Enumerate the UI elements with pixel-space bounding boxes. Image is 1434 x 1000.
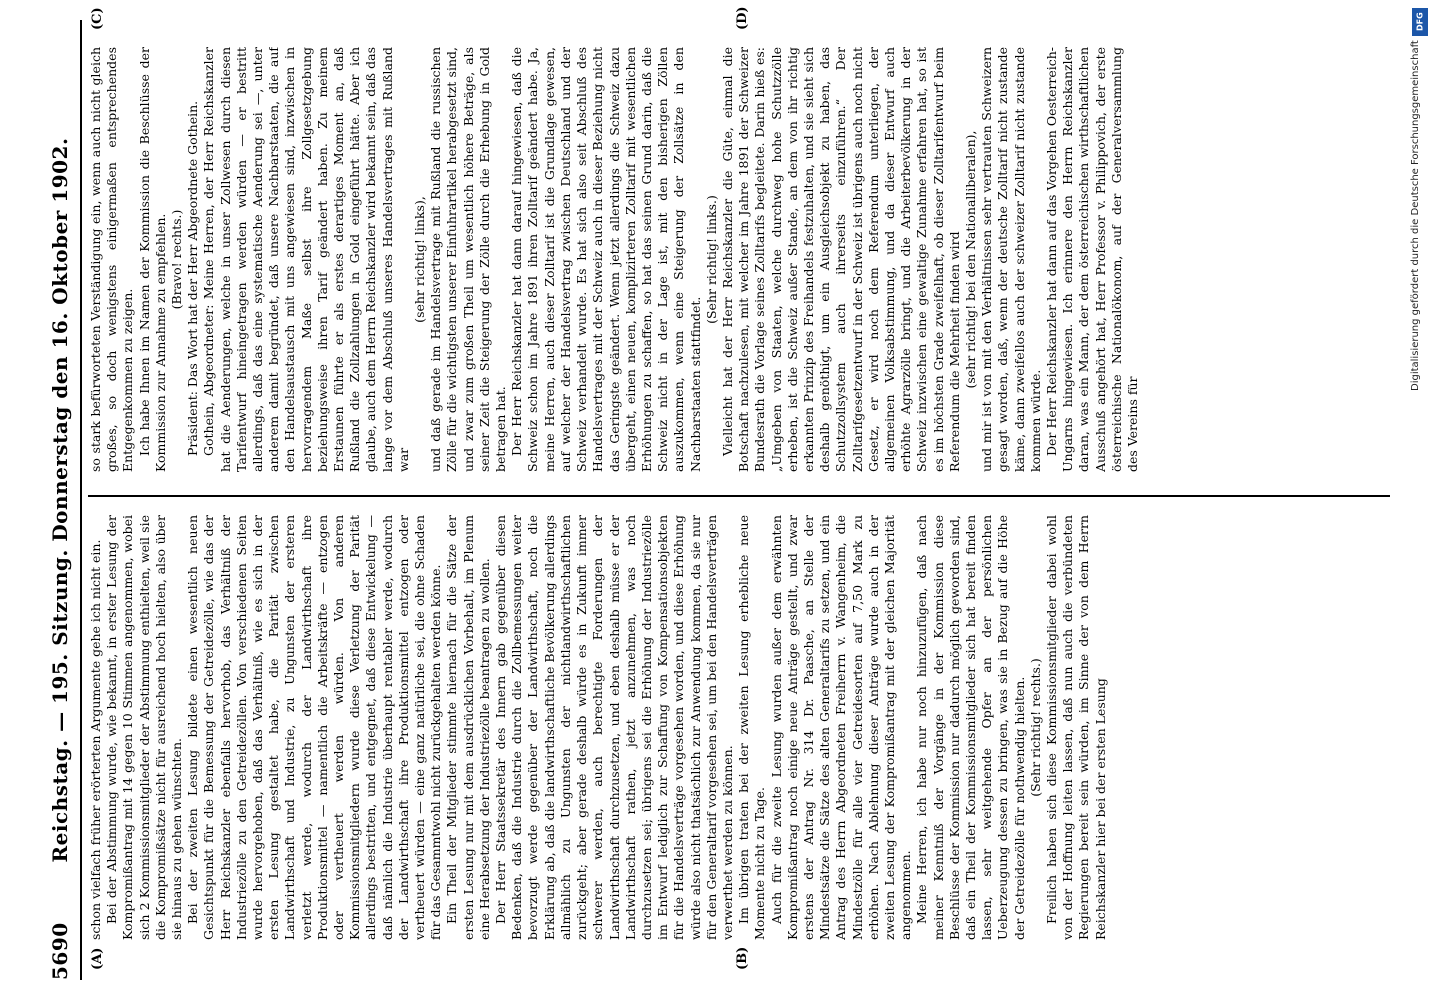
paragraph: (sehr richtig! links), [412, 196, 428, 323]
paragraph: Bei der Abstimmung wurde, wie bekannt, in erster Lesung der Kompromißantrag mit 14 gegen 10 Stimmen angenommen, wobei sich 2 Kommissionsmitglieder der Abstimmung enthielten, weil sie die Kompromißsätze nicht für ausreichend hoch hielten, also über sie hinaus zu gehen wünschten. [104, 515, 185, 940]
header-rule [80, 20, 82, 980]
paragraph: und mir ist von mit den Verhältnissen sehr vertrauten Schweizern gesagt worden, daß, wenn der deutsche Zolltarif nicht zustande käme, dann zweifellos auch der schweizer Zolltarif nicht zustande kommen würde. [979, 47, 1043, 472]
paragraph: (Sehr richtig! rechts.) [1027, 658, 1043, 797]
paragraph: Im übrigen traten bei der zweiten Lesung erhebliche neue Momente nicht zu Tage. [736, 515, 768, 940]
text-columns [88, 40, 1390, 940]
paragraph: Freilich haben sich diese Kommissionsmitglieder dabei wohl von der Hoffnung leiten lassen, daß nun auch die verbündeten Regierungen bereit sein würden, im Sinne der von dem Herrn Reichskanzler hier bei der ersten Lesung [1043, 515, 1108, 940]
paragraph: (Bravo! rechts.) [169, 209, 185, 310]
paragraph: Ein Theil der Mitglieder stimmte hiernach für die Sätze der ersten Lesung nur mit dem ausdrücklichen Vorbehalt, im Plenum eine Herabsetzung der Industriezölle beantragen zu wollen. [444, 515, 492, 940]
paragraph: Vielleicht hat der Herr Reichskanzler die Güte, einmal die Botschaft nachzulesen, mit welcher im Jahre 1891 der Schweizer Bundesrath die Vorlage seines Zolltarifs begleitete. Darin hieß es: „Umgeben von Staaten, welche durchweg hohe Schutzzölle erheben, ist die Schweiz außer Stande, an dem von ihr richtig erkannten Prinzip des Freihandels festzuhalten, und sie sieht sich deshalb genöthigt, um ein Ausgleichsobjekt zu haben, das Schutzzollsystem auch ihrerseits einzuführen.“ Der Zolltarifgesetzentwurf in der Schweiz ist übrigens auch noch nicht Gesetz, er wird noch dem Referendum unterliegen, der allgemeinen Volksabstimmung, und da dieser Entwurf auch erhöhte Agrarzölle bringt, und die Arbeiterbevölkerung in der Schweiz inzwischen eine gewaltige Zunahme erfahren hat, so ist es im höchsten Grade zweifelhaft, ob dieser Zolltarifentwurf beim Referendum die Mehrheit finden wird [719, 47, 962, 472]
margin-mark-c: (C) [90, 7, 105, 30]
paragraph: schon vielfach früher erörterten Argumente gehe ich nicht ein. [88, 539, 103, 940]
paragraph: (Sehr richtig! links.) [703, 195, 719, 324]
paragraph: Der Herr Reichskanzler hat dann darauf hingewiesen, daß die Schweiz schon im Jahre 1891 ihren Zolltarif geändert habe. Ja, meine Herren, auch dieser Zolltarif ist die Grundlage gewesen, auf welcher der Handelsvertrag zwischen Deutschland und der Schweiz verhandelt wurde. Es hat sich also seit Abschluß des Handelsvertrages mit der Schweiz auch in dieser Beziehung nicht das Geringste geändert. Wenn jetzt allerdings die Schweiz dazu übergeht, einen neuen, komplizirteren Zolltarif mit wesentlichen Erhöhungen zu schaffen, so hat das seinen Grund darin, daß die Schweiz nicht in der Lage ist, mit den bisherigen Zöllen auszukommen, wenn eine Steigerung der Zollsätze in den Nachbarstaaten stattfindet. [509, 47, 703, 472]
right-column [88, 47, 1390, 472]
left-column [88, 515, 1390, 940]
paragraph: Präsident: Das Wort hat der Herr Abgeordnete Gothein. [185, 100, 201, 456]
paragraph: so stark befürworteten Verständigung ein, wenn auch nicht gleich großes, so doch wenigstens einigermaßen entsprechendes Entgegenkommen zu zeigen. [88, 47, 136, 472]
page-title: Reichstag. — 195. Sitzung. Donnerstag den 16. Oktober 1902. [48, 137, 72, 863]
paragraph: (sehr richtig! bei den Nationalliberalen), [962, 130, 978, 389]
paragraph: Der Herr Reichskanzler hat dann auf das Vorgehen Oesterreich-Ungarns hingewiesen. Ich erinnere den Herrn Reichskanzler daran, was ein Mann, der dem österreichischen wirthschaftlichen Ausschuß angehört hat, Herr Professor v. Philippovich, der erste österreichische Nationalökonom, auf der Generalversammlung des Vereins für [1043, 47, 1140, 472]
margin-mark-b: (B) [735, 946, 750, 970]
paragraph: Bei der zweiten Lesung bildete einen wesentlich neuen Gesichtspunkt für die Bemessung der Getreidezölle, wie das der Herr Reichskanzler ebenfalls hervorhob, das Verhältniß der Industriezölle zu den Getreidezöllen. Von verschiedenen Seiten wurde hervorgehoben, daß das Verhältniß, wie es sich in der ersten Lesung gestaltet habe, die Parität zwischen Landwirthschaft und Industrie, zu Ungunsten der ersteren verletzt werde, wodurch der Landwirthschaft ihre Produktionsmittel — namentlich die Arbeitskräfte — entzogen oder vertheuert werden würden. Von anderen Kommissionsmitgliedern wurde diese Verletzung der Parität allerdings bestritten, und entgegnet, daß diese Entwickelung — daß nämlich die Industrie überhaupt rentabler werde, wodurch der Landwirthschaft ihre Produktionsmittel entzogen oder vertheuert würden — eine ganz natürliche sei, die ohne Schaden für das Gesammtwohl nicht zurückgehalten werden könne. [185, 515, 444, 940]
paragraph: Ich habe Ihnen im Namen der Kommission die Beschlüsse der Kommission zur Annahme zu empfehlen. [136, 47, 168, 472]
paragraph: Der Herr Staatssekretär des Innern gab gegenüber diesen Bedenken, daß die Industrie durch die Zollbemessungen weiter bevorzugt werde gegenüber der Landwirthschaft, noch die Erklärung ab, daß die landwirthschaftliche Bevölkerung allerdings allmählich zu Ungunsten der nichtlandwirthschaftlichen zurückgeht; aber gerade deshalb würde es in Zukunft immer schwerer werden, auch berechtigte Forderungen der Landwirthschaft durchzusetzen, und eben deshalb müsse er der Landwirthschaft rathen, jetzt anzunehmen, was noch durchzusetzen sei; übrigens sei die Erhöhung der Industriezölle im Entwurf lediglich zur Schaffung von Kompensationsobjekten für die Handelsverträge vorgesehen worden, und diese Erhöhung würde also nicht thatsächlich zur Anwendung kommen, da sie nur für den Generaltarif vorgesehen sei, um bei den Handelsverträgen verwerthet werden zu können. [493, 515, 735, 940]
paragraph: Auch für die zweite Lesung wurden außer dem erwähnten Kompromißantrag noch einige neue Anträge gestellt, und zwar erstens der Antrag Nr. 314 Dr. Paasche, an Stelle der Mindestsätze die Sätze des alten Generaltarifs zu setzen, und ein Antrag des Herrn Abgeordneten Freiherrn v. Wangenheim, die Mindestzölle für alle vier Getreidesorten auf 7,50 Mark zu erhöhen. Nach Ablehnung dieser Anträge wurde auch in der zweiten Lesung der Kompromißantrag mit der gleichen Majorität angenommen. [768, 515, 914, 940]
paragraph: und daß gerade im Handelsvertrage mit Rußland die russischen Zölle für die wichtigsten unserer Einfuhrartikel herabgesetzt sind, und zwar zum großen Theil um wesentlich höhere Beträge, als seiner Zeit die Steigerung der Zölle durch die Erhebung in Gold betragen hat. [428, 47, 509, 472]
paragraph: Gothein, Abgeordneter: Meine Herren, der Herr Reichskanzler hat die Aenderungen, welche in unser Zollwesen durch diesen Tarifentwurf hineingetragen werden würden — er bestritt allerdings, daß das eine systematische Aenderung sei —, unter anderem damit begründet, daß unsere Nachbarstaaten, die auf den Handelsaustausch mit uns angewiesen sind, inzwischen in hervorragendem Maße selbst ihre Zollgesetzgebung beziehungsweise ihren Tarif geändert haben. Zu meinem Erstaunen führte er als erstes derartiges Moment an, daß Rußland die Zollzahlungen in Gold eingeführt hätte. Aber ich glaube, auch dem Herrn Reichskanzler wird bekannt sein, daß das lange vor dem Abschluß unseres Handelsvertrages mit Rußland war [201, 47, 411, 472]
paragraph: Meine Herren, ich habe nur noch hinzuzufügen, daß nach meiner Kenntniß der Vorgänge in der Kommission diese Beschlüsse der Kommission nur dadurch möglich geworden sind, daß ein Theil der Kommissionsmitglieder sich hat bereit finden lassen, sehr weitgehende Opfer an der persönlichen Ueberzeugung dessen zu bringen, was sie in Bezug auf die Höhe der Getreidezölle für nothwendig hielten. [914, 515, 1027, 940]
page-header [40, 20, 80, 980]
digitization-sidebar [1408, 0, 1434, 1000]
column-rule [88, 495, 1390, 497]
margin-mark-a: (A) [90, 947, 105, 970]
digitization-credit: Digitalisierung gefördert durch die Deutsche Forschungsgemeinschaft [1410, 40, 1421, 391]
margin-mark-d: (D) [735, 6, 750, 30]
dfg-logo: DFG [1412, 8, 1428, 36]
page-number: 5690 [48, 922, 72, 980]
